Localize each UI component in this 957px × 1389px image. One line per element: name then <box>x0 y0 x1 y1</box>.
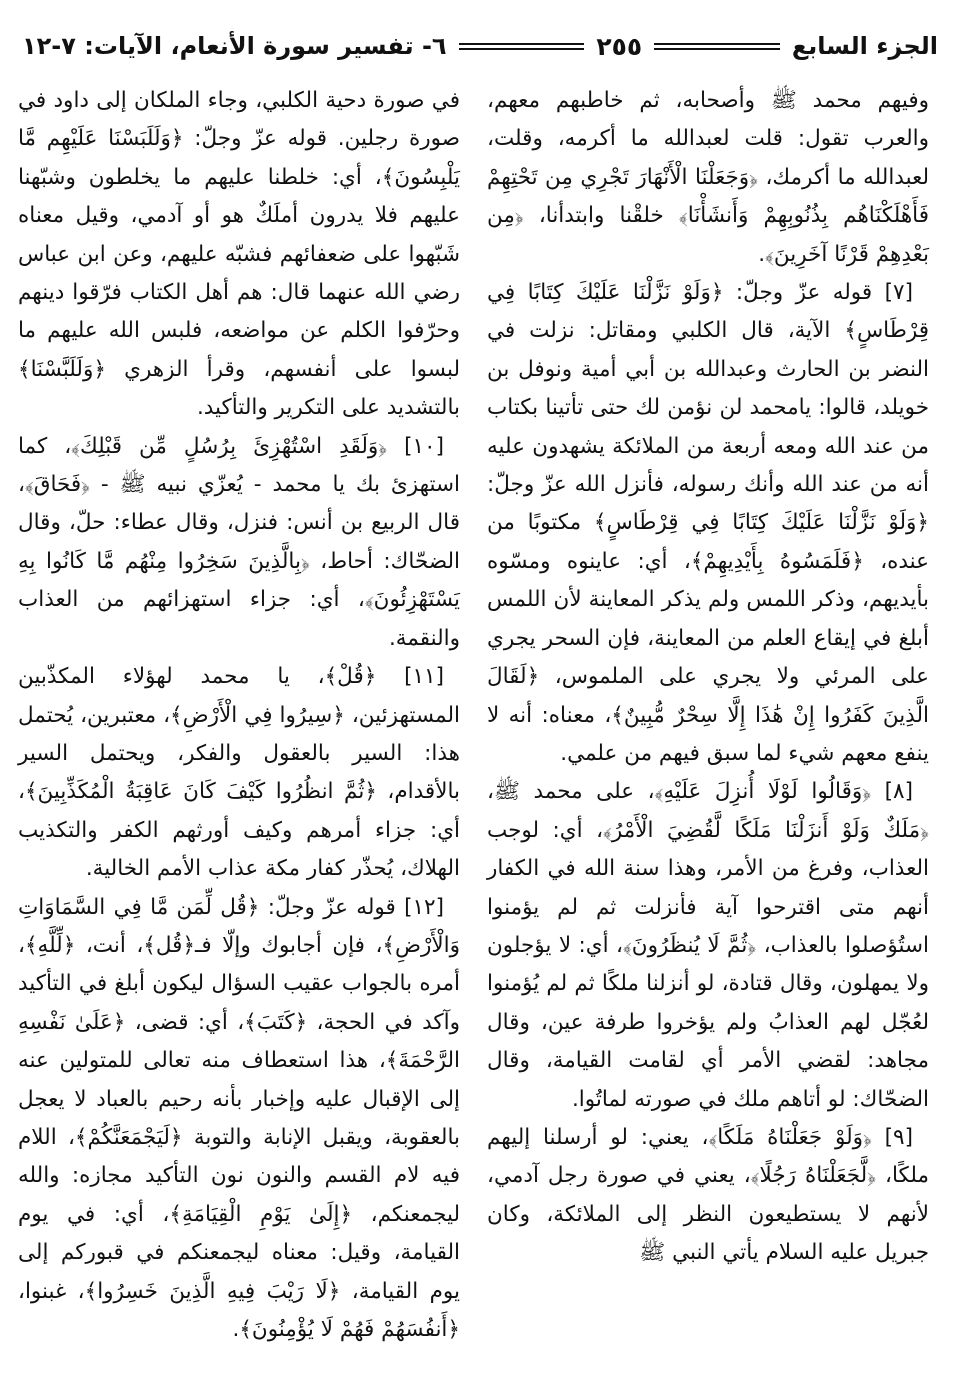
header-rule-right <box>654 43 780 50</box>
page-number: ٢٥٥ <box>596 31 643 61</box>
header-rule-left <box>459 43 585 50</box>
paragraph: [٨] ﴿وَقَالُوا لَوْلَا أُنزِلَ عَلَيْهِ﴾، على محمد ﷺ، ﴿مَلَكٌ وَلَوْ أَنزَلْنَا مَلَكًا لَّقُضِيَ الْأَمْرُ﴾، أي: لوجب العذاب، وفرغ من الأمر، وهذا سنة الله في الكفار أنهم متى اقترحوا آية فأنزلت ثم لم يؤمنوا استُؤصلوا بالعذاب، ﴿ثُمَّ لَا يُنظَرُونَ﴾، أي: لا يؤجلون ولا يمهلون، وقال قتادة، لو أنزلنا ملكًا ثم لم يُؤمنوا لعُجّل لهم العذابُ ولم يؤخروا طرفة عين، وقال مجاهد: لقضي الأمر أي لقامت القيامة، وقال الضحّاك: لو أتاهم ملك في صورته لماتُوا. <box>487 779 929 1112</box>
paragraph: [١٠] ﴿وَلَقَدِ اسْتُهْزِئَ بِرُسُلٍ مِّن قَبْلِكَ﴾، كما استهزئ بك يا محمد - يُعزّي نبيه ﷺ - ﴿فَحَاقَ﴾، قال الربيع بن أنس: فنزل، وقال عطاء: حلّ، وقال الضحّاك: أحاط، ﴿بِالَّذِينَ سَخِرُوا مِنْهُم مَّا كَانُوا بِهِ يَسْتَهْزِئُونَ﴾، أي: جزاء استهزائهم من العذاب والنقمة. <box>18 433 460 651</box>
paragraph: [١١] ﴿قُلْ﴾، يا محمد لهؤلاء المكذّبين المستهزئين، ﴿سِيرُوا فِي الْأَرْضِ﴾، معتبرين، يُحتمل هذا: السير بالعقول والفكر، ويحتمل السير بالأقدام، ﴿ثُمَّ انظُرُوا كَيْفَ كَانَ عَاقِبَةُ الْمُكَذِّبِينَ﴾، أي: جزاء أمرهم وكيف أورثهم الكفر والتكذيب الهلاك، يُحذّر كفار مكة عذاب الأمم الخالية. <box>18 664 460 882</box>
right-column <box>487 82 929 1273</box>
paragraph: في صورة دحية الكلبي، وجاء الملكان إلى داود في صورة رجلين. قوله عزّ وجلّ: ﴿وَلَلَبَسْنَا عَلَيْهِم مَّا يَلْبِسُونَ﴾، أي: خلطنا عليهم ما يخلطون وشبّهنا عليهم فلا يدرون أملَكٌ هو أو آدمي، وقيل معناه شَبّهوا على ضعفائهم فشبّه عليهم، وعن ابن عباس رضي الله عنهما قال: هم أهل الكتاب فرّقوا دينهم وحرّفوا الكلم عن مواضعه، فلبس الله عليهم ما لبسوا على أنفسهم، وقرأ الزهري ﴿وَلَلَبَّسْنَا﴾ بالتشديد على التكرير والتأكيد. <box>18 88 460 421</box>
paragraph: وفيهم محمد ﷺ وأصحابه، ثم خاطبهم معهم، والعرب تقول: قلت لعبدالله ما أكرمه، وقلت، لعبدالله ما أكرمك، ﴿وَجَعَلْنَا الْأَنْهَارَ تَجْرِي مِن تَحْتِهِمْ فَأَهْلَكْنَاهُم بِذُنُوبِهِمْ وَأَنشَأْنَا﴾ خلقْنا وابتدأنا، ﴿مِن بَعْدِهِمْ قَرْنًا آخَرِينَ﴾. <box>487 88 929 267</box>
page-header <box>22 26 938 66</box>
paragraph: [٧] قوله عزّ وجلّ: ﴿وَلَوْ نَزَّلْنَا عَلَيْكَ كِتَابًا فِي قِرْطَاسٍ﴾ الآية، قال الكلبي ومقاتل: نزلت في النضر بن الحارث وعبدالله بن أبي أمية ونوفل بن خويلد، قالوا: يامحمد لن نؤمن لك حتى تأتينا بكتاب من عند الله ومعه أربعة من الملائكة يشهدون عليه أنه من عند الله وأنك رسوله، فأنزل الله عزّ وجلّ: ﴿وَلَوْ نَزَّلْنَا عَلَيْكَ كِتَابًا فِي قِرْطَاسٍ﴾ مكتوبًا من عنده، ﴿فَلَمَسُوهُ بِأَيْدِيهِمْ﴾، أي: عاينوه ومسّوه بأيديهم، وذكر اللمس ولم يذكر المعاينة لأن اللمس أبلغ في إيقاع العلم من المعاينة، فإن السحر يجري على المرئي ولا يجري على الملموس، ﴿لَقَالَ الَّذِينَ كَفَرُوا إِنْ هَٰذَا إِلَّا سِحْرٌ مُّبِينٌ﴾، معناه: أنه لا ينفع معهم شيء لما سبق فيهم من علمي. <box>487 280 929 766</box>
left-column <box>18 82 460 1349</box>
paragraph: [١٢] قوله عزّ وجلّ: ﴿قُل لِّمَن مَّا فِي السَّمَاوَاتِ وَالْأَرْضِ﴾، فإن أجابوك وإلّا فـ﴿قُل﴾، أنت، ﴿لِّلَّهِ﴾، أمره بالجواب عقيب السؤال ليكون أبلغ في التأكيد وآكد في الحجة، ﴿كَتَبَ﴾، أي: قضى، ﴿عَلَىٰ نَفْسِهِ الرَّحْمَةَ﴾، هذا استعطاف منه تعالى للمتولين عنه إلى الإقبال عليه وإخبار بأنه رحيم بالعباد لا يعجل بالعقوبة، ويقبل الإنابة والتوبة ﴿لَيَجْمَعَنَّكُمْ﴾، اللام فيه لام القسم والنون نون التأكيد مجازه: والله ليجمعنكم، ﴿إِلَىٰ يَوْمِ الْقِيَامَةِ﴾، أي: في يوم القيامة، وقيل: معناه ليجمعنكم في قبوركم إلى يوم القيامة، ﴿لَا رَيْبَ فِيهِ الَّذِينَ خَسِرُوا﴾، غبنوا، ﴿أَنفُسَهُمْ فَهُمْ لَا يُؤْمِنُونَ﴾. <box>18 894 460 1342</box>
part-title: الجزء السابع <box>791 32 938 60</box>
paragraph: [٩] ﴿وَلَوْ جَعَلْنَاهُ مَلَكًا﴾، يعني: لو أرسلنا إليهم ملكًا، ﴿لَّجَعَلْنَاهُ رَجُلًا﴾، يعني في صورة رجل آدمي، لأنهم لا يستطيعون النظر إلى الملائكة، وكان جبريل عليه السلام يأتي النبي ﷺ <box>487 1124 929 1266</box>
surah-title: ٦- تفسير سورة الأنعام، الآيات: ٧-١٢ <box>21 32 447 60</box>
